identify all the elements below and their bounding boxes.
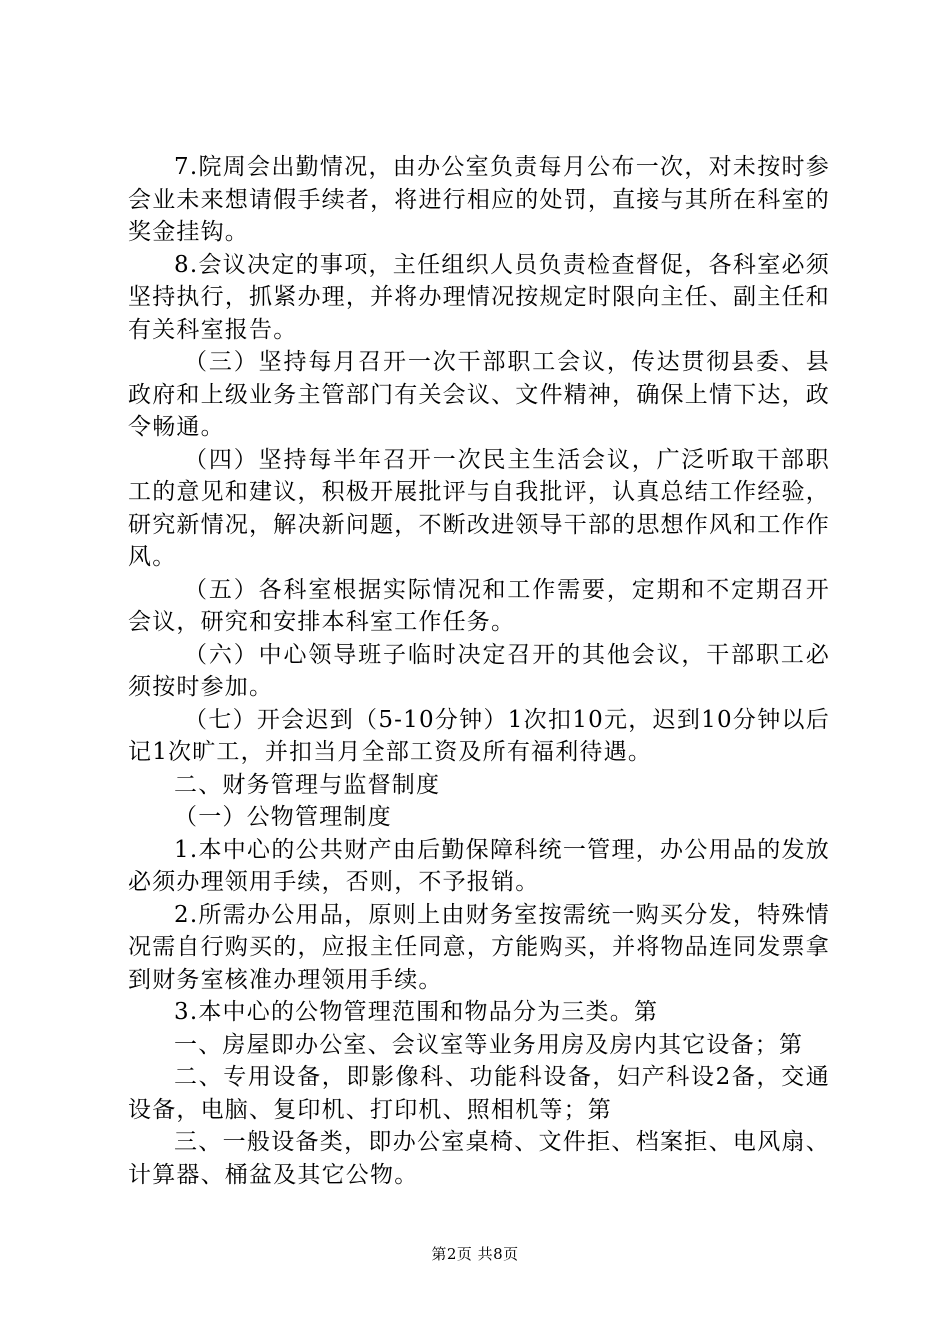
paragraph-category-3: 三、一般设备类，即办公室桌椅、文件拒、档案拒、电风扇、计算器、桶盆及其它公物。 (128, 1129, 830, 1188)
paragraph-section-4: （四）坚持每半年召开一次民主生活会议，广泛听取干部职工的意见和建议，积极开展批评与自我批评，认真总结工作经验，研究新情况，解决新问题，不断改进领导干部的思想作风和工作作风。 (128, 446, 830, 570)
paragraph-property-1: 1.本中心的公共财产由后勤保障科统一管理，办公用品的发放必须办理领用手续，否则，不予报销。 (128, 836, 830, 895)
paragraph-category-1: 一、房屋即办公室、会议室等业务用房及房内其它设备；第 (174, 1031, 804, 1058)
paragraph-section-7: （七）开会迟到（5-10分钟）1次扣10元，迟到10分钟以后记1次旷工，并扣当月全部工资及所有福利待遇。 (128, 706, 830, 765)
paragraph-section-6: （六）中心领导班子临时决定召开的其他会议，干部职工必须按时参加。 (128, 641, 830, 700)
paragraph-category-2: 二、专用设备，即影像科、功能科设备，妇产科设2备，交通设备，电脑、复印机、打印机、照相机等；第 (128, 1064, 830, 1123)
page-number-footer: 第2页 共8页 (431, 1245, 519, 1263)
paragraph-section-3: （三）坚持每月召开一次干部职工会议，传达贯彻县委、县政府和上级业务主管部门有关会议、文件精神，确保上情下达，政令畅通。 (128, 349, 830, 440)
document-body (128, 151, 830, 1191)
paragraph-section-5: （五）各科室根据实际情况和工作需要，定期和不定期召开会议，研究和安排本科室工作任务。 (128, 576, 830, 635)
paragraph-property-3: 3.本中心的公物管理范围和物品分为三类。第 (174, 999, 659, 1025)
paragraph-item-8: 8.会议决定的事项，主任组织人员负责检查督促，各科室必须坚持执行，抓紧办理，并将办理情况按规定时限向主任、副主任和有关科室报告。 (128, 251, 830, 343)
paragraph-item-7: 7.院周会出勤情况，由办公室负责每月公布一次，对未按时参会业未来想请假手续者，将进行相应的处罚，直接与其所在科室的奖金挂钩。 (128, 154, 830, 245)
paragraph-property-2: 2.所需办公用品，原则上由财务室按需统一购买分发，特殊情况需自行购买的，应报主任同意，方能购买，并将物品连同发票拿到财务室核准办理领用手续。 (128, 901, 830, 993)
heading-public-property: （一）公物管理制度 (174, 804, 392, 830)
heading-finance-management: 二、财务管理与监督制度 (174, 771, 441, 798)
